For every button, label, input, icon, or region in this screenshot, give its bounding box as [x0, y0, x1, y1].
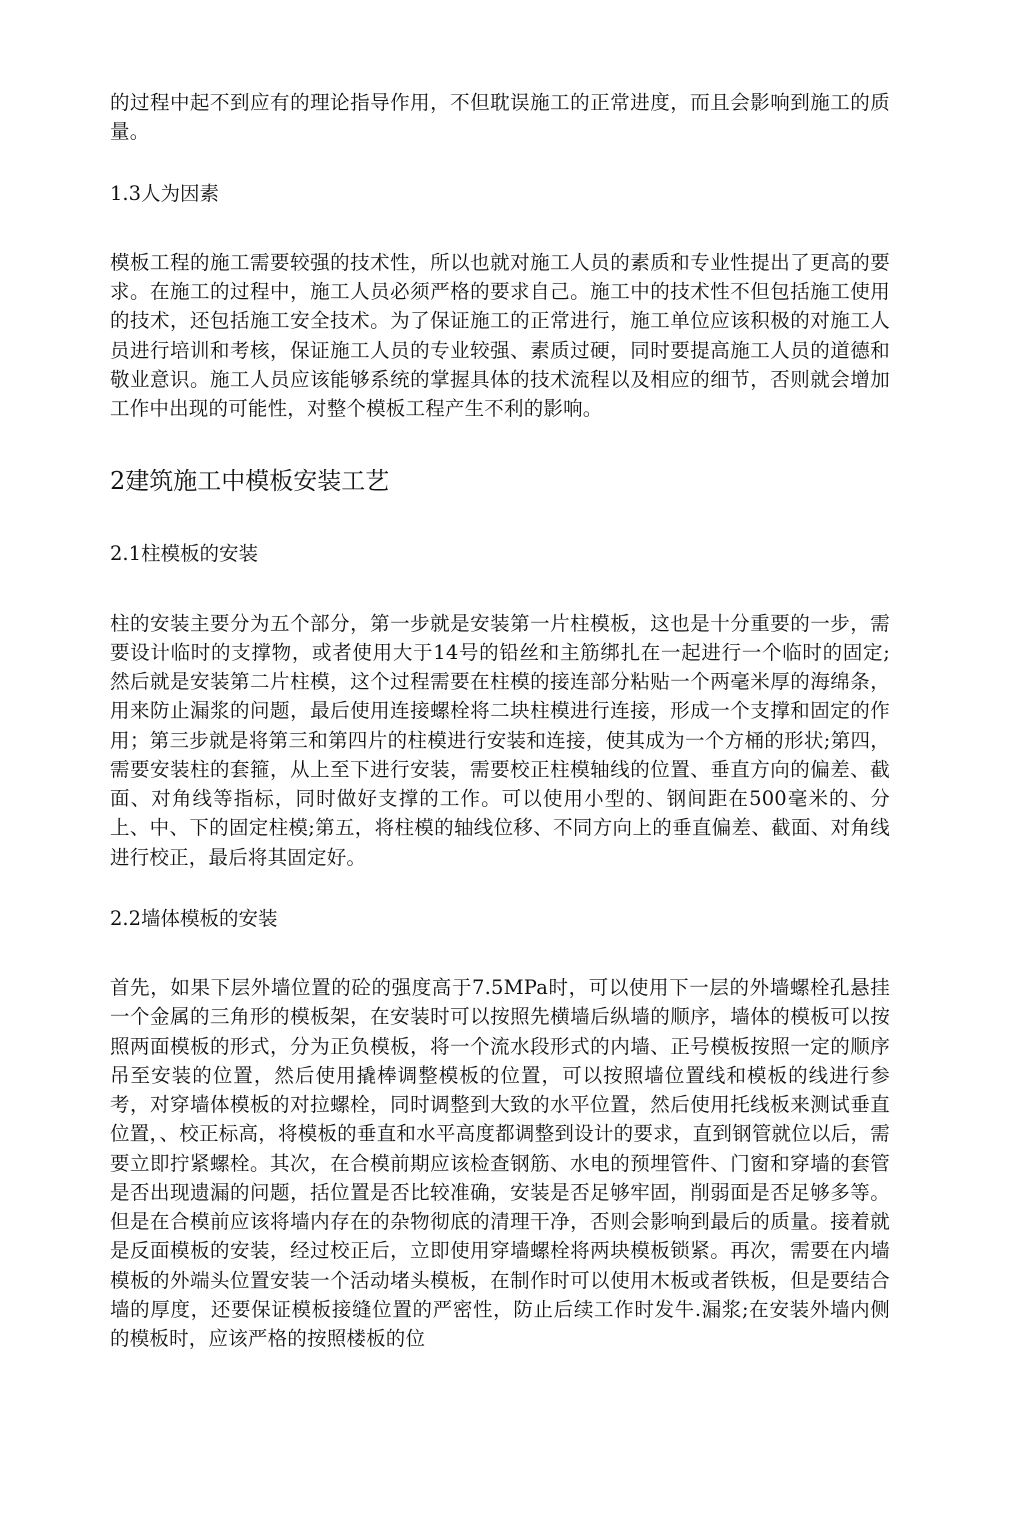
- section-2-1-paragraph: 柱的安装主要分为五个部分，第一步就是安装第一片柱模板，这也是十分重要的一步，需要设计临时的支撑物，或者使用大于14号的铅丝和主筋绑扎在一起进行一个临时的固定;然后就是安装第二片柱模，这个过程需要在柱模的接连部分粘贴一个两毫米厚的海绵条，用来防止漏浆的问题，最后使用连接螺栓将二块柱模进行连接，形成一个支撑和固定的作用；第三步就是将第三和第四片的柱模进行安装和连接，使其成为一个方桶的形状;第四，需要安装柱的套箍，从上至下进行安装，需要校正柱模轴线的位置、垂直方向的偏差、截面、对角线等指标，同时做好支撑的工作。可以使用小型的、钢间距在500毫米的、分上、中、下的固定柱模;第五，将柱模的轴线位移、不同方向上的垂直偏差、截面、对角线进行校正，最后将其固定好。: [110, 611, 890, 869]
- section-2-1-title: 2.1柱模板的安装: [110, 542, 259, 566]
- document-page: [110, 88, 890, 1353]
- intro-paragraph: 的过程中起不到应有的理论指导作用，不但耽误施工的正常进度，而且会影响到施工的质量。: [110, 91, 890, 144]
- section-2-2-paragraph: 首先，如果下层外墙位置的砼的强度高于7.5MPa时，可以使用下一层的外墙螺栓孔悬挂一个金属的三角形的模板架，在安装时可以按照先横墙后纵墙的顺序，墙体的模板可以按照两面模板的形式，分为正负模板，将一个流水段形式的内墙、正号模板按照一定的顺序吊至安装的位置，然后使用撬棒调整模板的位置，可以按照墙位置线和模板的线进行参考，对穿墙体模板的对拉螺栓，同时调整到大致的水平位置，然后使用托线板来测试垂直位置，、校正标高，将模板的垂直和水平高度都调整到设计的要求，直到钢管就位以后，需要立即拧紧螺栓。其次，在合模前期应该检查钢筋、水电的预埋管件、门窗和穿墙的套管是否出现遗漏的问题，括位置是否比较准确，安装是否足够牢固，削弱面是否足够多等。但是在合模前应该将墙内存在的杂物彻底的清理干净，否则会影响到最后的质量。接着就是反面模板的安装，经过校正后，立即使用穿墙螺栓将两块模板锁紧。再次，需要在内墙模板的外端头位置安装一个活动堵头模板，在制作时可以使用木板或者铁板，但是要结合墙的厚度，还要保证模板接缝位置的严密性，防止后续工作时发牛.漏浆;在安装外墙内侧的模板时，应该严格的按照楼板的位: [110, 976, 890, 1350]
- section-2-2-title: 2.2墙体模板的安装: [110, 906, 278, 930]
- section-2-heading: 2建筑施工中模板安装工艺: [110, 467, 390, 496]
- section-1-3-title: 1.3人为因素: [110, 181, 220, 205]
- section-1-3-paragraph: 模板工程的施工需要较强的技术性，所以也就对施工人员的素质和专业性提出了更高的要求。在施工的过程中，施工人员必须严格的要求自己。施工中的技术性不但包括施工使用的技术，还包括施工安全技术。为了保证施工的正常进行，施工单位应该积极的对施工人员进行培训和考核，保证施工人员的专业较强、素质过硬，同时要提高施工人员的道德和敬业意识。施工人员应该能够系统的掌握具体的技术流程以及相应的细节，否则就会增加工作中出现的可能性，对整个模板工程产生不利的影响。: [110, 250, 890, 420]
